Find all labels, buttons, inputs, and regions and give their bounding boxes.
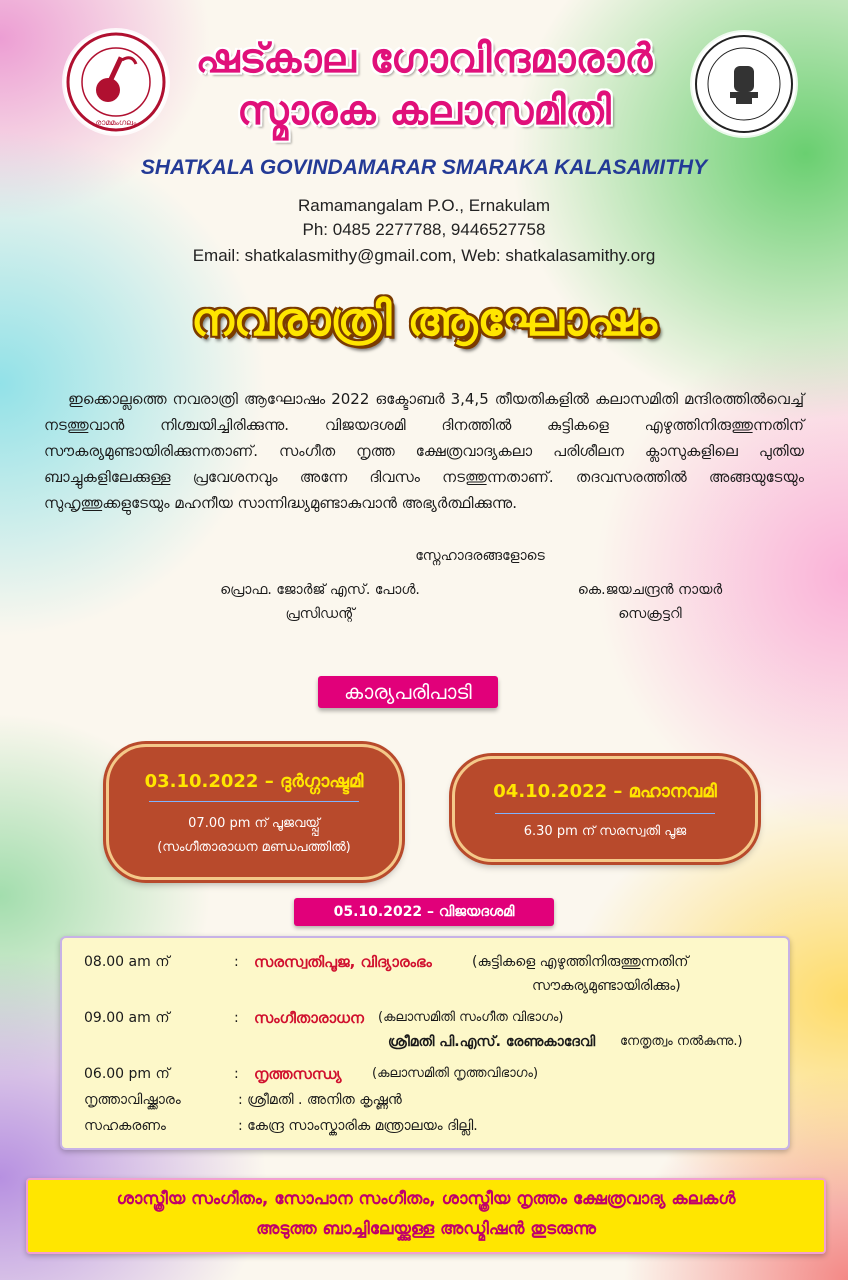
day2-date: 04.10.2022 – മഹാനവമി <box>493 781 717 802</box>
schedule-colon-3: : <box>234 1066 239 1082</box>
schedule-note-1b: സൗകര്യമുണ്ടായിരിക്കും) <box>532 978 681 994</box>
org-english-name: SHATKALA GOVINDAMARAR SMARAKA KALASAMITHY <box>140 156 708 179</box>
schedule-event-3: നൃത്തസന്ധ്യ <box>254 1065 342 1083</box>
admission-banner <box>26 1178 826 1254</box>
day2-divider <box>495 813 715 814</box>
schedule-colon-2: : <box>234 1010 239 1026</box>
schedule-lead-note-2: നേതൃത്വം നൽകുന്നു.) <box>620 1034 743 1049</box>
secretary-name: കെ.ജയചന്ദ്രൻ നായർ <box>577 582 723 598</box>
schedule-note-3: (കലാസമിതി നൃത്തവിഭാഗം) <box>372 1066 539 1081</box>
org-title-line2: സ്മാരക കലാസമിതി <box>237 88 611 134</box>
day3-date-bar: 05.10.2022 – വിജയദശമി <box>294 898 554 926</box>
choreography-value: : ശ്രീമതി . അനിത കൃഷ്ണൻ <box>238 1092 402 1108</box>
schedule-box <box>60 936 790 1150</box>
regards-text: സ്നേഹാദരങ്ങളോടെ <box>415 548 545 564</box>
schedule-lead-2: ശ്രീമതി പി.എസ്. രേണുകാദേവി <box>388 1034 596 1050</box>
org-phone: Ph: 0485 2277788, 9446527758 <box>302 220 546 239</box>
schedule-time-3: 06.00 pm ന് <box>84 1066 170 1082</box>
secretary-title: സെക്രട്ടറി <box>618 606 682 622</box>
president-name: പ്രൊഫ. ജോർജ് എസ്. പോൾ. <box>220 582 420 598</box>
schedule-event-1: സരസ്വതിപൂജ, വിദ്യാരംഭം <box>254 953 432 971</box>
schedule-note-2: (കലാസമിതി സംഗീത വിഭാഗം) <box>378 1010 564 1025</box>
day2-card <box>452 756 758 862</box>
day2-line1: 6.30 pm ന് സരസ്വതി പൂജ <box>523 824 687 839</box>
schedule-time-2: 09.00 am ന് <box>84 1010 170 1026</box>
day1-card <box>106 744 402 880</box>
left-logo-caption: രാമമംഗലം <box>95 118 137 127</box>
invitation-paragraph: ഇക്കൊല്ലത്തെ നവരാത്രി ആഘോഷം 2022 ഒക്ടോബർ 3,4,5 തീയതികളിൽ കലാസമിതി മന്ദിരത്തിൽവെച്ച് നടത്തുവാൻ നിശ്ചയിച്ചിരിക്കുന്നു. വിജയദശമി ദിനത്തിൽ കുട്ടികളെ എഴുത്തിനിരുത്തുന്നതിന് സൗകര്യമുണ്ടായിരിക്കുന്നതാണ്. സംഗീത നൃത്ത ക്ഷേത്രവാദ്യകലാ പരിശീലന ക്ലാസുകളിലെ പുതിയ ബാച്ചുകളിലേക്കുള്ള പ്രവേശനവും അന്നേ ദിവസം നടത്തുന്നതാണ്. തദവസരത്തിൽ അങ്ങയുടേയും സുഹൃത്തുക്കളുടേയും മഹനീയ സാന്നിദ്ധ്യമുണ്ടാകുവാൻ അഭ്യർത്ഥിക്കുന്നു. <box>44 390 804 512</box>
schedule-time-1: 08.00 am ന് <box>84 954 170 970</box>
event-title: നവരാത്രി ആഘോഷം <box>191 292 657 346</box>
support-label: സഹകരണം <box>84 1118 166 1134</box>
day1-divider <box>149 801 359 802</box>
day1-date: 03.10.2022 – ദുർഗ്ഗാഷ്ടമി <box>144 771 364 792</box>
programme-heading: കാര്യപരിപാടി <box>318 676 498 708</box>
choreography-label: നൃത്താവിഷ്ക്കാരം <box>84 1092 181 1108</box>
schedule-event-2: സംഗീതാരാധന <box>254 1009 364 1027</box>
schedule-colon-1: : <box>234 954 239 970</box>
day1-line2: (സംഗീതാരാധന മണ്ഡപത്തിൽ) <box>157 840 351 855</box>
day1-line1: 07.00 pm ന് പൂജവയ്പ്പ് <box>188 816 320 831</box>
support-value: : കേന്ദ്ര സാംസ്കാരിക മന്ത്രാലയം ദില്ലി. <box>238 1118 478 1134</box>
admission-line2: അടുത്ത ബാച്ചിലേയ്ക്കുള്ള അഡ്മിഷൻ തുടരുന്നു <box>256 1219 596 1239</box>
org-email-web: Email: shatkalasmithy@gmail.com, Web: shatkalasamithy.org <box>192 246 656 265</box>
schedule-note-1: (കുട്ടികളെ എഴുത്തിനിരുത്തുന്നതിന് <box>472 954 689 970</box>
org-address: Ramamangalam P.O., Ernakulam <box>298 196 550 215</box>
admission-line1: ശാസ്ത്രീയ സംഗീതം, സോപാന സംഗീതം, ശാസ്ത്രീയ നൃത്തം ക്ഷേത്രവാദ്യ കലകൾ <box>116 1189 736 1209</box>
org-title-line1: ഷട്കാല ഗോവിന്ദമാരാർ <box>195 36 653 82</box>
president-title: പ്രസിഡന്റ് <box>285 606 355 622</box>
